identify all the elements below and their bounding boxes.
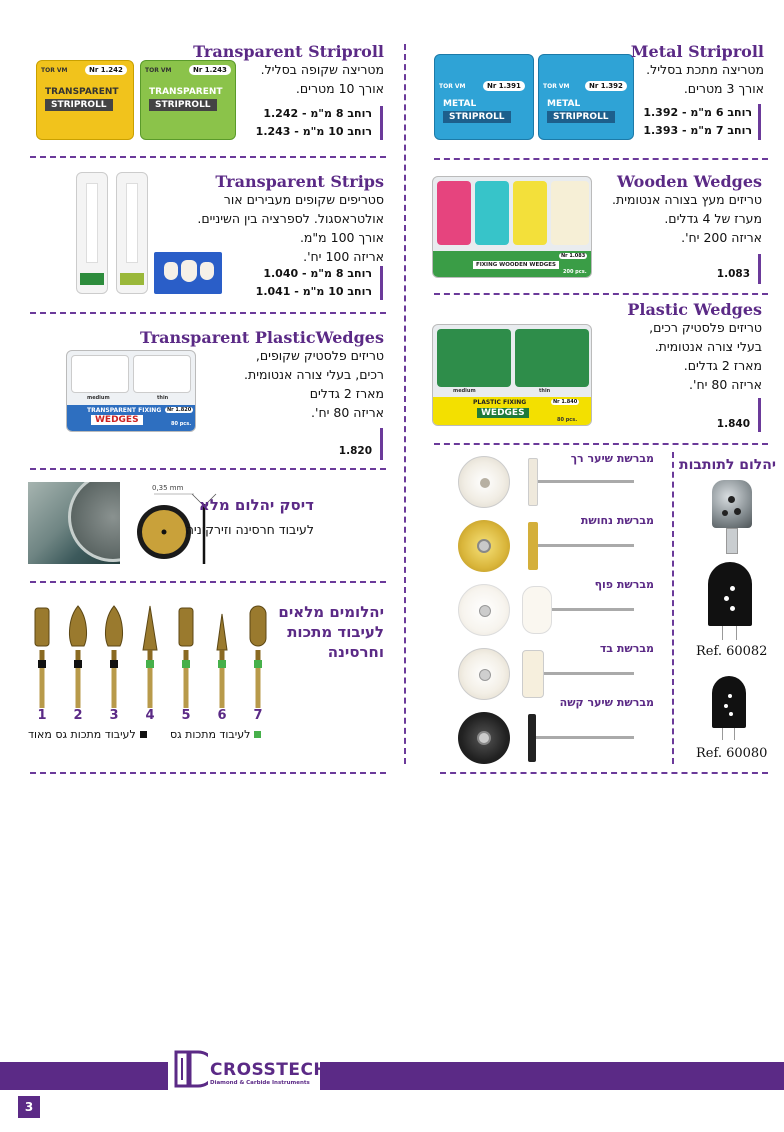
code-bar [758, 398, 761, 432]
full-diamonds-title3: וחרסינה [327, 643, 384, 661]
bur-7 [250, 606, 266, 708]
divider [434, 158, 768, 160]
pack-code: Nr 1.392 [585, 81, 627, 91]
pack-qty: 80 pcs. [171, 421, 192, 427]
footer-tagline: Diamond & Carbide Instruments [210, 1080, 310, 1086]
bur-number-3: 3 [109, 708, 119, 723]
bur-illustrations [26, 604, 276, 710]
bur-number-4: 4 [145, 708, 155, 723]
tpw-code: 1.820 [338, 445, 372, 457]
cloth-brush-label: מברשת בד [599, 642, 654, 655]
size-medium: medium [453, 388, 476, 394]
pack-type: TRANSPARENT [45, 87, 119, 97]
bur-number-5: 5 [181, 708, 191, 723]
plate-bur-shank [726, 528, 738, 554]
bur-numbers [28, 708, 278, 726]
transparent-striproll-section [0, 40, 400, 150]
pack-name: STRIPROLL [443, 111, 511, 123]
code-bar [380, 266, 383, 300]
brass-brush-label: מברשת נחושת [580, 514, 654, 527]
wooden-wedges-code: 1.083 [716, 268, 750, 280]
disc-thickness: 0,35 mm [152, 484, 184, 492]
divider [30, 772, 386, 774]
cloth-brush-front [458, 648, 510, 700]
pack-type: METAL [547, 99, 581, 109]
tpw-desc1: טריזים פלסטיק שקופים, [255, 348, 384, 363]
divider [440, 772, 768, 774]
transparent-strips-row2: רוחב 10 מ"מ - 1.041 [255, 285, 372, 298]
felt-brush-side [522, 586, 552, 634]
hard-brush-label: מברשת שיער קשה [559, 696, 654, 709]
pack-name: STRIPROLL [45, 99, 113, 111]
plate-bur-silhouette-1 [708, 562, 752, 626]
pack-qty: 200 pcs. [563, 269, 587, 275]
pack-brand: TOR VM [439, 83, 466, 90]
transparent-striproll-pack-b [140, 60, 236, 140]
mandrel [536, 736, 634, 739]
bur-1 [35, 608, 49, 708]
tpw-desc3: מארז 2 גדלים [309, 386, 384, 401]
diamond-disc-title: דיסק יהלום מלא [198, 496, 314, 514]
transparent-striproll-pack-a [36, 60, 134, 140]
wooden-wedges-desc3: אריזה 200 יח'. [681, 230, 762, 245]
plastic-wedges-section [420, 300, 784, 440]
transparent-strips-desc1: סטריפים שקופים מעבירים אור [223, 192, 384, 207]
metal-striproll-row2: רוחב 7 מ"מ - 1.393 [643, 124, 752, 137]
transparent-striproll-row1: רוחב 8 מ"מ - 1.242 [263, 107, 372, 120]
soft-brush-label: מברשת שיער רך [570, 452, 654, 465]
divider [30, 312, 386, 314]
transparent-strips-desc4: אריזה 100 יח'. [303, 249, 384, 264]
transparent-striproll-desc1: מטריצה שקופה בסליל. [260, 62, 384, 77]
brushes-section [440, 450, 670, 770]
bur-band-3 [110, 660, 118, 668]
transparent-strips-row1: רוחב 8 מ"מ - 1.040 [263, 267, 372, 280]
pack-label: PLASTIC FIXING [473, 399, 527, 406]
plastic-wedges-pack [432, 324, 592, 426]
transparent-strips-desc2: אולטראסגול. לספרציה בין השיניים. [197, 211, 384, 226]
felt-brush-label: מברשת פוף [594, 578, 654, 591]
pack-brand: TOR VM [145, 67, 172, 74]
transparent-strips-section [0, 166, 400, 306]
transparent-strips-title: Transparent Strips [215, 172, 384, 191]
wooden-wedges-desc2: מערז של 4 גדלים. [664, 211, 762, 226]
plastic-wedges-desc3: מארז 2 גדלים. [683, 358, 762, 373]
divider [434, 443, 768, 445]
divider [30, 156, 386, 158]
metal-striproll-section [420, 40, 784, 152]
teeth-photo [154, 252, 222, 294]
bur-number-2: 2 [73, 708, 83, 723]
metal-striproll-desc2: אורך 3 מטרים. [683, 81, 764, 96]
plate-bur-silhouette-2 [712, 676, 746, 728]
pack-name: STRIPROLL [149, 99, 217, 111]
plastic-wedges-desc2: בעלי צורה אנטומית. [654, 339, 762, 354]
pack-brand: TOR VM [543, 83, 570, 90]
wooden-wedges-desc1: טריזים מעץ בצורה אנטומית. [612, 192, 762, 207]
bur-3 [106, 606, 123, 708]
mandrel [552, 608, 634, 611]
full-diamonds-title2: לעיבוד מתכות [287, 623, 384, 641]
bur-5 [179, 608, 193, 708]
page-number: 3 [18, 1096, 40, 1118]
column-separator [404, 44, 406, 764]
tpw-desc4: אריזה 80 יח'. [311, 405, 384, 420]
pack-brand: TOR VM [41, 67, 68, 74]
pack-label: TRANSPARENT FIXING [87, 407, 162, 414]
full-diamonds-section [0, 590, 400, 760]
bur-4 [143, 606, 157, 708]
pack-type: TRANSPARENT [149, 87, 223, 97]
pack-name: WEDGES [91, 415, 143, 425]
metal-striproll-title: Metal Striproll [630, 42, 764, 61]
transparent-plastic-wedges-section [0, 322, 400, 462]
pack-code: Nr 1.840 [553, 399, 578, 405]
bur-6 [217, 614, 227, 708]
metal-striproll-pack-b [538, 54, 634, 140]
diamond-plates-title: יהלום לתותבות [679, 457, 776, 473]
plastic-wedges-code: 1.840 [716, 418, 750, 430]
pack-code: Nr 1.243 [189, 65, 231, 75]
pack-label: FIXING WOODEN WEDGES [473, 261, 559, 269]
crosstech-logo-icon [172, 1048, 208, 1090]
pack-type: METAL [443, 99, 477, 109]
pack-code: Nr 1.083 [561, 253, 586, 259]
legend-fine-text: לעיבוד מתכות גס [170, 728, 251, 741]
mandrel [544, 672, 634, 675]
pack-code: Nr 1.820 [167, 407, 192, 413]
pack-name: WEDGES [477, 408, 529, 418]
tpw-desc2: רכים, בעלי צורה אנטומית. [244, 367, 384, 382]
pack-name: STRIPROLL [547, 111, 615, 123]
cloth-brush-side [522, 650, 544, 698]
strip-pack-2 [116, 172, 148, 294]
full-diamonds-title1: יהלומים מלאים [278, 603, 384, 621]
metal-striproll-row1: רוחב 6 מ"מ - 1.392 [643, 106, 752, 119]
felt-brush-front [458, 584, 510, 636]
bur-band-2 [74, 660, 82, 668]
plastic-wedges-title: Plastic Wedges [627, 300, 762, 319]
size-thin: thin [157, 395, 169, 401]
pack-code: Nr 1.391 [483, 81, 525, 91]
transparent-striproll-title: Transparent Striproll [193, 42, 384, 61]
size-thin: thin [539, 388, 551, 394]
mandrel [538, 544, 634, 547]
transparent-striproll-row2: רוחב 10 מ"מ - 1.243 [255, 125, 372, 138]
code-bar [380, 428, 383, 460]
legend-coarse [28, 728, 147, 741]
footer-logo-box [168, 1046, 329, 1092]
wooden-wedges-pack [432, 176, 592, 278]
diamond-plates-section [674, 450, 784, 770]
wooden-wedges-title: Wooden Wedges [617, 172, 762, 191]
diamond-disc-desc: לעיבוד חרסינה וזירקוניה [185, 522, 314, 537]
transparent-plastic-wedges-title: Transparent PlasticWedges [139, 328, 384, 347]
code-bar [758, 104, 761, 140]
brass-brush-front [458, 520, 510, 572]
footer-band [0, 1062, 784, 1090]
bur-number-1: 1 [37, 708, 47, 723]
pack-code: Nr 1.242 [85, 65, 127, 75]
divider [30, 581, 386, 583]
bur-band-1 [38, 660, 46, 668]
plate-ref-1: Ref. 60082 [696, 644, 768, 659]
pack-qty: 80 pcs. [557, 417, 578, 423]
mandrel [538, 480, 634, 483]
plate-ref-2: Ref. 60080 [696, 746, 768, 761]
size-medium: medium [87, 395, 110, 401]
plastic-wedges-desc1: טריזים פלסטיק רכים, [649, 320, 762, 335]
plastic-wedges-desc4: אריזה 80 יח'. [689, 377, 762, 392]
diamond-disc-section [0, 476, 400, 576]
hard-brush-side [528, 714, 536, 762]
divider [434, 293, 768, 295]
legend-fine [170, 728, 261, 741]
code-bar [380, 106, 383, 140]
bur-band-7 [254, 660, 262, 668]
metal-striproll-desc1: מטריצה מתכת בסליל. [646, 62, 764, 77]
code-bar [758, 254, 761, 284]
footer-brand: CROSSTECH [210, 1060, 329, 1080]
bur-number-7: 7 [253, 708, 263, 723]
soft-brush-side [528, 458, 538, 506]
bur-number-6: 6 [217, 708, 227, 723]
transparent-strips-desc3: אורך 100 מ"מ. [299, 230, 384, 245]
disc-photo [28, 482, 120, 564]
divider [30, 468, 386, 470]
bur-band-5 [182, 660, 190, 668]
strip-pack-1 [76, 172, 108, 294]
metal-striproll-pack-a [434, 54, 534, 140]
wooden-wedges-section [420, 166, 784, 290]
bur-2 [70, 606, 87, 708]
bur-band-4 [146, 660, 154, 668]
transparent-wedges-pack [66, 350, 196, 432]
legend-coarse-text: לעיבוד מתכות גס מאוד [28, 728, 136, 741]
hard-brush-front [458, 712, 510, 764]
bur-band-6 [218, 660, 226, 668]
brass-brush-side [528, 522, 538, 570]
plate-bur-head [712, 480, 752, 528]
soft-brush-front [458, 456, 510, 508]
transparent-striproll-desc2: אורך 10 מטרים. [295, 81, 384, 96]
